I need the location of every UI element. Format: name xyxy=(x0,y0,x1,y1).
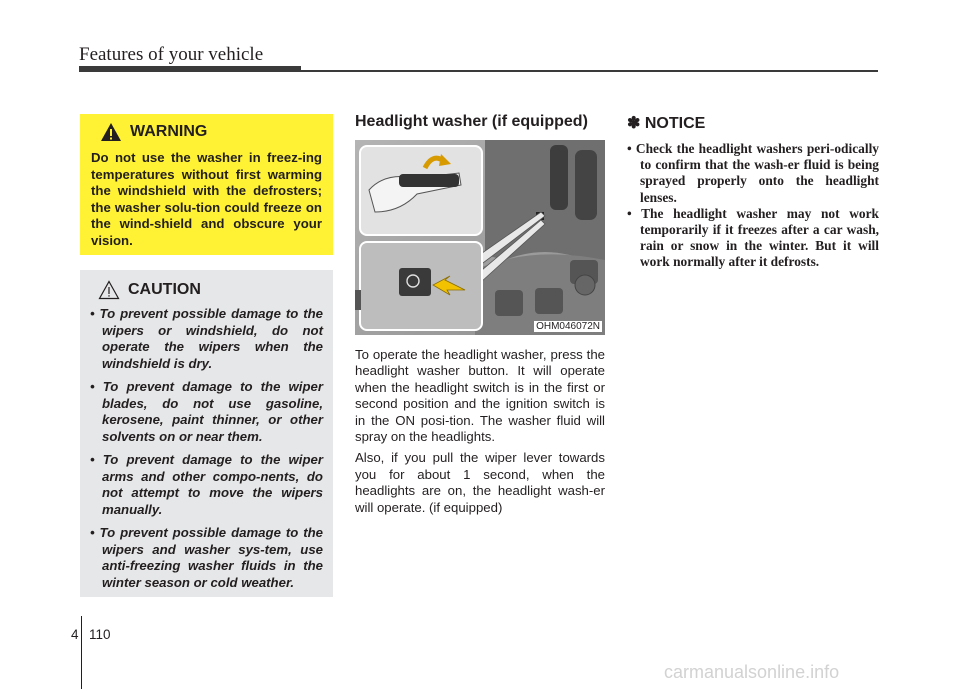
notice-item: • The headlight washer may not work temporarily if it freezes after a car wash, rain or snow in the winter. But it will work normally after it defrosts. xyxy=(627,205,879,270)
notice-list xyxy=(627,141,879,271)
caution-item: • To prevent damage to the wiper blades, do not use gasoline, kerosene, paint thinner, or other solvents on or near them. xyxy=(90,379,323,444)
page-number: 110 xyxy=(89,627,111,642)
caution-item: • To prevent possible damage to the wipers or windshield, do not operate the wipers when the windshield is dry. xyxy=(90,306,323,371)
caution-list xyxy=(90,306,323,598)
warning-header xyxy=(100,122,207,142)
chapter-number: 4 xyxy=(71,627,79,642)
headlight-washer-figure xyxy=(355,140,605,335)
caution-triangle-icon xyxy=(98,280,120,300)
footer-divider xyxy=(81,616,82,689)
body-text xyxy=(355,347,605,521)
body-paragraph: Also, if you pull the wiper lever towards you for about 1 second, when the headlights are on, the headlight wash-er will operate. (if equipped) xyxy=(355,450,605,515)
warning-title: WARNING xyxy=(130,123,208,140)
caution-title: CAUTION xyxy=(128,281,201,298)
caution-header xyxy=(98,280,201,300)
caution-item: • To prevent damage to the wiper arms and other compo-nents, do not attempt to move the wipers manually. xyxy=(90,452,323,517)
warning-text: Do not use the washer in freez-ing temperatures without first warming the windshield with the defrosters; the washer solu-tion could freeze on the wind-shield and obscure your vision. xyxy=(91,150,322,248)
header-rule xyxy=(301,70,878,72)
watermark: carmanualsonline.info xyxy=(664,662,840,682)
caution-item: • To prevent possible damage to the wipers and washer sys-tem, use anti-freezing washer fluids in the winter season or cold weather. xyxy=(90,525,323,590)
header-bar xyxy=(79,66,301,72)
warning-triangle-icon xyxy=(100,122,122,142)
dashboard-illustration xyxy=(355,140,605,335)
body-paragraph: To operate the headlight washer, press the headlight washer button. It will operate when the headlight switch is in the first or second position and the ignition switch is in the ON posi-tion. The washer fluid will spray on the headlights. xyxy=(355,347,605,445)
caution-box xyxy=(80,270,333,597)
warning-box xyxy=(80,114,333,255)
header-title: Features of your vehicle xyxy=(79,44,264,65)
notice-item: • Check the headlight washers peri-odically to confirm that the wash-er fluid is being sprayed properly onto the headlight lenses. xyxy=(627,141,879,205)
notice-title: ✽ NOTICE xyxy=(627,115,706,132)
figure-code: OHM046072N xyxy=(536,321,600,332)
section-title: Headlight washer (if equipped) xyxy=(355,113,588,130)
